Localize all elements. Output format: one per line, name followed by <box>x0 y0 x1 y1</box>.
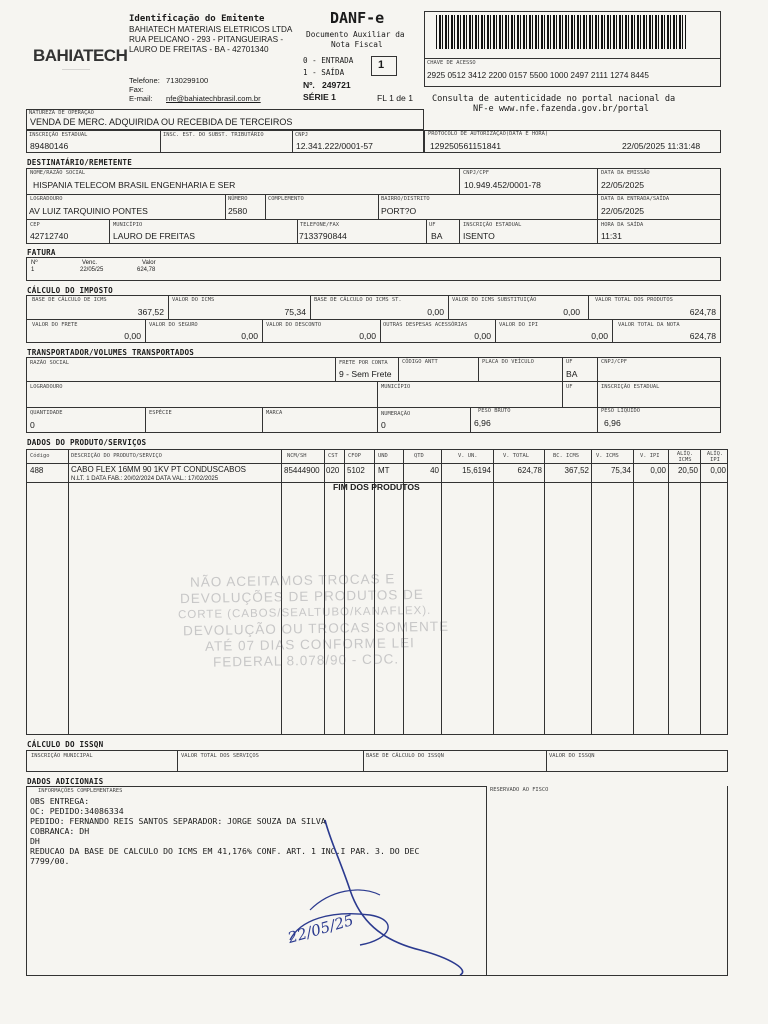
transp-liquido-label: PESO LÍQUIDO <box>601 408 640 414</box>
stamp-line1: NÃO ACEITAMOS TROCAS E <box>189 571 396 590</box>
col-vipi: V. IPI <box>640 453 660 459</box>
imposto-icmsst-label: VALOR DO ICMS SUBSTITUIÇÃO <box>452 297 537 303</box>
danfe-numero-label: Nº. <box>303 80 315 90</box>
produtos-section: DADOS DO PRODUTO/SERVIÇOS <box>27 438 147 447</box>
fatura-box <box>26 257 721 281</box>
imposto-bc-value: 367,52 <box>137 307 164 317</box>
consulta-line1: Consulta de autenticidade no portal nacional da <box>432 94 676 104</box>
transp-uf: BA <box>566 369 578 379</box>
transp-qtd: 0 <box>30 420 35 430</box>
issqn-inscricao-label: INSCRIÇÃO MUNICIPAL <box>31 753 93 759</box>
transp-logradouro-label: LOGRADOURO <box>30 384 63 390</box>
emitente-email-label: E-mail: <box>129 94 153 103</box>
dest-entrada-label: DATA DA ENTRADA/SAÍDA <box>601 196 670 202</box>
col-vun: V. UN. <box>458 453 478 459</box>
issqn-section: CÁLCULO DO ISSQN <box>27 740 104 749</box>
dest-ie: ISENTO <box>463 231 495 241</box>
transp-bruto-label: PESO BRUTO <box>478 408 511 414</box>
issqn-valor-servicos-label: VALOR TOTAL DOS SERVIÇOS <box>181 753 259 759</box>
stamp-line3: CORTE (CABOS/SEALTUBO/KANAFLEX). <box>177 604 432 622</box>
dest-hora-label: HORA DA SAÍDA <box>601 222 644 228</box>
adicionais-info-label: INFORMAÇÕES COMPLEMENTARES <box>38 788 123 794</box>
adicionais-line4: COBRANCA: DH <box>30 826 90 836</box>
adicionais-line2: OC: PEDIDO:34086334 <box>30 806 124 816</box>
transporte-section: TRANSPORTADOR/VOLUMES TRANSPORTADOS <box>27 348 195 357</box>
dest-numero-label: NÚMERO <box>228 196 248 202</box>
item-vicms: 75,34 <box>610 466 631 475</box>
dest-bairro-label: BAIRRO/DISTRITO <box>381 196 430 202</box>
fatura-n: 1 <box>31 267 35 273</box>
item-bc: 367,52 <box>564 466 589 475</box>
imposto-seguro-label: VALOR DO SEGURO <box>149 322 198 328</box>
imposto-icmsst-value: 0,00 <box>563 307 580 317</box>
danfe-numero: 249721 <box>322 80 351 90</box>
company-logo: BAHIATECH <box>33 46 128 65</box>
imposto-icms-label: VALOR DO ICMS <box>172 297 215 303</box>
imposto-outras-label: OUTRAS DESPESAS ACESSÓRIAS <box>383 322 468 328</box>
dest-fone-label: TELEFONE/FAX <box>300 222 339 228</box>
item-lote: N.LT. 1 DATA FAB.: 20/02/2024 DATA VAL.: 17/02/2025 <box>71 476 219 482</box>
dest-entrada: 22/05/2025 <box>601 206 645 216</box>
fatura-valor-label: Valor <box>142 260 156 266</box>
issqn-base-label: BASE DE CÁLCULO DO ISSQN <box>366 753 444 759</box>
chave-label: CHAVE DE ACESSO <box>427 60 476 66</box>
dest-hora: 11:31 <box>601 231 622 241</box>
imposto-frete-value: 0,00 <box>124 331 141 341</box>
col-descricao: DESCRIÇÃO DO PRODUTO/SERVIÇO <box>71 453 162 459</box>
transp-uf-label: UF <box>566 359 573 365</box>
col-qtd: QTD <box>414 453 424 459</box>
transp-numeracao: 0 <box>381 420 386 430</box>
adicionais-line5: DH <box>30 836 40 846</box>
imposto-bcst-label: BASE DE CÁLCULO DO ICMS ST. <box>314 297 402 303</box>
item-und: MT <box>378 466 390 475</box>
danfe-serie: SÉRIE 1 <box>303 92 336 102</box>
col-ncm: NCM/SH <box>287 453 307 459</box>
transp-marca-label: MARCA <box>266 410 283 416</box>
adicionais-line1: OBS ENTREGA: <box>30 796 90 806</box>
transp-frete: 9 - Sem Frete <box>339 369 392 379</box>
ie-st-label: INSC. EST. DO SUBST. TRIBUTÁRIO <box>163 132 264 138</box>
dest-nome: HISPANIA TELECOM BRASIL ENGENHARIA E SER <box>33 180 236 190</box>
transp-especie-label: ESPÉCIE <box>149 410 172 416</box>
danfe-saida: 1 - SAÍDA <box>303 68 345 77</box>
natureza-value: VENDA DE MERC. ADQUIRIDA OU RECEBIDA DE TERCEIROS <box>30 117 293 127</box>
item-descricao: CABO FLEX 16MM 90 1KV PT CONDUSCABOS <box>71 465 247 474</box>
adicionais-section: DADOS ADICIONAIS <box>27 777 104 786</box>
protocolo-label: PROTOCOLO DE AUTORIZAÇÃO(DATA E HORA) <box>428 131 549 137</box>
col-cfop: CFOP <box>348 453 361 459</box>
danfe-title: DANF-e <box>330 9 385 27</box>
item-ncm: 85444900 <box>284 466 320 475</box>
transp-qtd-label: QUANTIDADE <box>30 410 63 416</box>
imposto-outras-value: 0,00 <box>474 331 491 341</box>
item-vtotal: 624,78 <box>517 466 542 475</box>
transp-placa-label: PLACA DO VEÍCULO <box>482 359 534 365</box>
imposto-ipi-label: VALOR DO IPI <box>499 322 538 328</box>
item-qtd: 40 <box>430 466 439 475</box>
emitente-address-line2: LAURO DE FREITAS - BA - 42701340 <box>129 45 269 54</box>
handwritten-signature <box>270 800 510 980</box>
adicionais-fisco-label: RESERVADO AO FISCO <box>490 787 549 793</box>
fatura-venc: 22/05/25 <box>80 267 104 273</box>
dest-emissao: 22/05/2025 <box>601 180 645 190</box>
transp-cnpj-label: CNPJ/CPF <box>601 359 627 365</box>
transp-municipio-label: MUNICÍPIO <box>381 384 411 390</box>
fim-produtos: FIM DOS PRODUTOS <box>333 482 420 492</box>
danfe-subtitle1: Documento Auxiliar da <box>306 30 405 39</box>
dest-uf-label: UF <box>429 222 436 228</box>
imposto-totalprod-value: 624,78 <box>689 307 716 317</box>
danfe-tipo: 1 <box>378 59 385 71</box>
dest-cnpj-label: CNPJ/CPF <box>463 170 489 176</box>
adicionais-line6: REDUCAO DA BASE DE CALCULO DO ICMS EM 41,176% CONF. ART. 1 INC.I PAR. 3. DO DEC <box>30 846 420 856</box>
danfe-folha: FL 1 de 1 <box>377 93 413 103</box>
danfe-entrada: 0 - ENTRADA <box>303 56 354 65</box>
dest-uf: BA <box>431 231 443 241</box>
handwritten-date: 22/05/25 <box>285 911 356 947</box>
col-aliq-ipi: ALÍQ. IPI <box>706 451 724 463</box>
fatura-n-label: Nº <box>31 260 38 266</box>
stamp-line2: DEVOLUÇÕES DE PRODUTOS DE <box>179 586 424 607</box>
item-aliq-ipi: 0,00 <box>710 466 726 475</box>
imposto-totalprod-label: VALOR TOTAL DOS PRODUTOS <box>595 297 673 303</box>
transp-numeracao-label: NUMERAÇÃO <box>381 411 411 417</box>
dest-numero: 2580 <box>228 206 248 216</box>
col-codigo: Código <box>30 453 50 459</box>
imposto-desconto-label: VALOR DO DESCONTO <box>266 322 322 328</box>
transp-frete-label: FRETE POR CONTA <box>339 360 388 366</box>
dest-complemento-label: COMPLEMENTO <box>268 196 304 202</box>
adicionais-line3: PEDIDO: FERNANDO REIS SANTOS SEPARADOR: JORGE SOUZA DA SILVA <box>30 816 326 826</box>
emitente-email[interactable]: nfe@bahiatechbrasil.com.br <box>166 94 261 103</box>
col-bc: BC. ICMS <box>553 453 579 459</box>
col-aliq-icms: ALÍQ. ICMS <box>676 451 694 463</box>
imposto-desconto-value: 0,00 <box>359 331 376 341</box>
issqn-valor-label: VALOR DO ISSQN <box>549 753 595 759</box>
imposto-seguro-value: 0,00 <box>241 331 258 341</box>
emitente-name: BAHIATECH MATERIAIS ELETRICOS LTDA <box>129 25 293 34</box>
dest-bairro: PORT?O <box>381 206 417 216</box>
dest-municipio: LAURO DE FREITAS <box>113 231 195 241</box>
dest-municipio-label: MUNICÍPIO <box>113 222 143 228</box>
emitente-phone: 7130299100 <box>166 76 209 85</box>
transp-uf2-label: UF <box>566 384 573 390</box>
dest-nome-label: NOME/RAZÃO SOCIAL <box>30 170 86 176</box>
cnpj-value: 12.341.222/0001-57 <box>296 141 373 151</box>
transp-bruto: 6,96 <box>474 418 491 428</box>
barcode-icon <box>436 15 686 49</box>
imposto-icms-value: 75,34 <box>284 307 306 317</box>
item-vipi: 0,00 <box>650 466 666 475</box>
transp-razao-label: RAZÃO SOCIAL <box>30 360 69 366</box>
item-cst: 020 <box>326 466 340 475</box>
col-vicms: V. ICMS <box>596 453 619 459</box>
item-cfop: 5102 <box>347 466 365 475</box>
imposto-ipi-value: 0,00 <box>591 331 608 341</box>
dest-cep: 42712740 <box>30 231 69 241</box>
item-codigo: 488 <box>30 466 44 475</box>
imposto-bcst-value: 0,00 <box>427 307 444 317</box>
protocolo-date: 22/05/2025 11:31:48 <box>622 141 701 151</box>
transp-antt-label: CÓDIGO ANTT <box>402 359 438 365</box>
chave-value: 2925 0512 3412 2200 0157 5500 1000 2497 2111 1274 8445 <box>427 71 649 80</box>
dest-cnpj: 10.949.452/0001-78 <box>464 180 541 190</box>
stamp-line5: ATÉ 07 DIAS CONFORME LEI <box>204 635 415 654</box>
fatura-section: FATURA <box>27 248 56 257</box>
imposto-bc-label: BASE DE CÁLCULO DE ICMS <box>32 297 107 303</box>
protocolo-value: 129250561151841 <box>430 141 502 151</box>
dest-logradouro-label: LOGRADOURO <box>30 196 63 202</box>
natureza-label: NATUREZA DE OPERAÇÃO <box>29 110 94 116</box>
ie-label: INSCRIÇÃO ESTADUAL <box>29 132 88 138</box>
fatura-valor: 624,78 <box>137 267 156 273</box>
ie-value: 89480146 <box>30 141 69 151</box>
item-vun: 15,6194 <box>462 466 491 475</box>
imposto-totalnota-label: VALOR TOTAL DA NOTA <box>618 322 680 328</box>
col-cst: CST <box>328 453 338 459</box>
danfe-subtitle2: Nota Fiscal <box>331 40 383 49</box>
fatura-venc-label: Venc. <box>82 260 98 266</box>
adicionais-line7: 7799/00. <box>30 856 70 866</box>
emitente-phone-label: Telefone: <box>129 76 160 85</box>
dest-emissao-label: DATA DA EMISSÃO <box>601 170 650 176</box>
imposto-section: CÁLCULO DO IMPOSTO <box>27 286 113 295</box>
item-aliq-icms: 20,50 <box>677 466 698 475</box>
consulta-line2: NF-e www.nfe.fazenda.gov.br/portal <box>473 104 649 114</box>
dest-fone: 7133790844 <box>299 231 347 241</box>
emitente-section-title: Identificação do Emitente <box>129 14 265 24</box>
imposto-frete-label: VALOR DO FRETE <box>32 322 78 328</box>
dest-cep-label: CEP <box>30 222 40 228</box>
logo-tagline: ——————— <box>62 66 90 71</box>
stamp-line4: DEVOLUÇÃO OU TROCAS SOMENTE <box>182 618 450 639</box>
transp-ie-label: INSCRIÇÃO ESTADUAL <box>601 384 660 390</box>
col-und: UND <box>378 453 388 459</box>
cnpj-label: CNPJ <box>295 132 308 138</box>
destinatario-section: DESTINATÁRIO/REMETENTE <box>27 158 132 167</box>
dest-ie-label: INSCRIÇÃO ESTADUAL <box>463 222 522 228</box>
emitente-address-line1: RUA PELICANO - 293 - PITANGUEIRAS - <box>129 35 284 44</box>
emitente-fax-label: Fax: <box>129 85 144 94</box>
imposto-totalnota-value: 624,78 <box>689 331 716 341</box>
stamp-line6: FEDERAL 8.078/90 - CDC. <box>212 651 400 670</box>
transp-liquido: 6,96 <box>604 418 621 428</box>
col-vtotal: V. TOTAL <box>503 453 529 459</box>
dest-logradouro: AV LUIZ TARQUINIO PONTES <box>29 206 148 216</box>
